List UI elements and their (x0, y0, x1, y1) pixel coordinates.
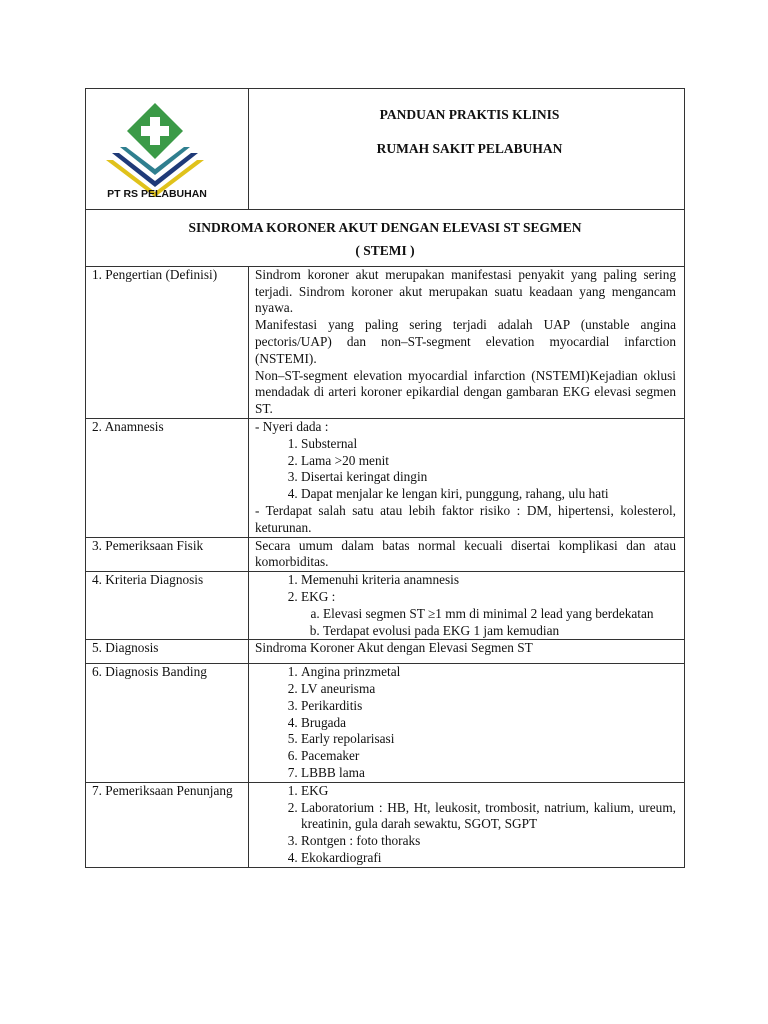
list-item: 2. LV aneurisma (301, 681, 676, 698)
list-item: a. Elevasi segmen ST ≥1 mm di minimal 2 lead yang berdekatan (323, 606, 676, 623)
title-row (86, 209, 685, 266)
paragraph: Non–ST-segment elevation myocardial infarction (NSTEMI)Kejadian oklusi mendadak di arteri koroner epikardial dengan gambaran EKG elevasi segmen ST. (255, 367, 676, 417)
list-item: 7. LBBB lama (301, 765, 676, 782)
list-item: 1. EKG (301, 783, 676, 800)
row-content (249, 572, 685, 640)
header-row (86, 89, 685, 210)
criteria-list (255, 572, 676, 639)
guideline-title: SINDROMA KORONER AKUT DENGAN ELEVASI ST SEGMEN (188, 219, 582, 235)
guideline-table (85, 88, 685, 868)
header-title-cell (249, 89, 685, 210)
risk-factors: - Terdapat salah satu atau lebih faktor risiko : DM, hipertensi, kolesterol, keturunan. (255, 502, 676, 535)
row-label: 3. Pemeriksaan Fisik (86, 537, 249, 572)
list-item: 2. Lama >20 menit (301, 453, 676, 470)
row-content (249, 664, 685, 783)
document (85, 88, 684, 868)
list-item: 4. Dapat menjalar ke lengan kiri, punggung, rahang, ulu hati (301, 486, 676, 503)
row-definisi (86, 266, 685, 418)
row-label: 6. Diagnosis Banding (86, 664, 249, 783)
list-item: b. Terdapat evolusi pada EKG 1 jam kemudian (323, 623, 676, 640)
list-item: 1. Memenuhi kriteria anamnesis (301, 572, 676, 589)
list-item: 3. Rontgen : foto thoraks (301, 833, 676, 850)
row-content: Secara umum dalam batas normal kecuali disertai komplikasi dan atau komorbiditas. (249, 537, 685, 572)
paragraph: Manifestasi yang paling sering terjadi adalah UAP (unstable angina pectoris/UAP) dan non–ST-segment elevation myocardial infarction (NSTEMI). (255, 317, 676, 366)
hospital-name: RUMAH SAKIT PELABUHAN (376, 141, 563, 156)
investigation-list (255, 783, 676, 867)
row-diagnosis (86, 640, 685, 664)
diagnosis-text: Sindroma Koroner Akut dengan Elevasi Segmen ST (255, 640, 533, 656)
row-anamnesis (86, 418, 685, 537)
row-label: 7. Pemeriksaan Penunjang (86, 782, 249, 867)
list-item (301, 589, 676, 639)
list-item: 5. Early repolarisasi (301, 731, 676, 748)
row-label: 1. Pengertian (Definisi) (86, 266, 249, 418)
row-label: 5. Diagnosis (86, 640, 249, 664)
list-intro: - Nyeri dada : (255, 418, 329, 434)
row-kriteria (86, 572, 685, 640)
row-content (249, 782, 685, 867)
row-label: 4. Kriteria Diagnosis (86, 572, 249, 640)
row-penunjang (86, 782, 685, 867)
guideline-subtitle: ( STEMI ) (355, 242, 415, 258)
title-cell (86, 209, 685, 266)
list-item: 3. Disertai keringat dingin (301, 469, 676, 486)
list-item: 4. Ekokardiografi (301, 850, 676, 867)
logo-cell (86, 89, 249, 210)
list-item-label: EKG : (301, 588, 336, 604)
row-content (249, 418, 685, 537)
hospital-logo (86, 89, 248, 204)
doc-type-title: PANDUAN PRAKTIS KLINIS (379, 107, 560, 122)
differential-list (255, 664, 676, 782)
list-item: 1. Angina prinzmetal (301, 664, 676, 681)
symptom-list (255, 436, 676, 503)
list-item: 4. Brugada (301, 715, 676, 732)
list-item: 3. Perikarditis (301, 698, 676, 715)
logo-text: PT RS PELABUHAN (107, 188, 207, 200)
list-item: 1. Substernal (301, 436, 676, 453)
row-fisik (86, 537, 685, 572)
row-content (249, 266, 685, 418)
list-item: 6. Pacemaker (301, 748, 676, 765)
list-item: 2. Laboratorium : HB, Ht, leukosit, trombosit, natrium, kalium, ureum, kreatinin, gula darah sewaktu, SGOT, SGPT (301, 800, 676, 834)
row-banding (86, 664, 685, 783)
row-content (249, 640, 685, 664)
row-label: 2. Anamnesis (86, 418, 249, 537)
paragraph: Sindrom koroner akut merupakan manifestasi penyakit yang paling sering terjadi. Sindrom koroner akut merupakan suatu keadaan yang mengancam nyawa. (255, 266, 676, 316)
ekg-criteria-list (301, 606, 676, 640)
